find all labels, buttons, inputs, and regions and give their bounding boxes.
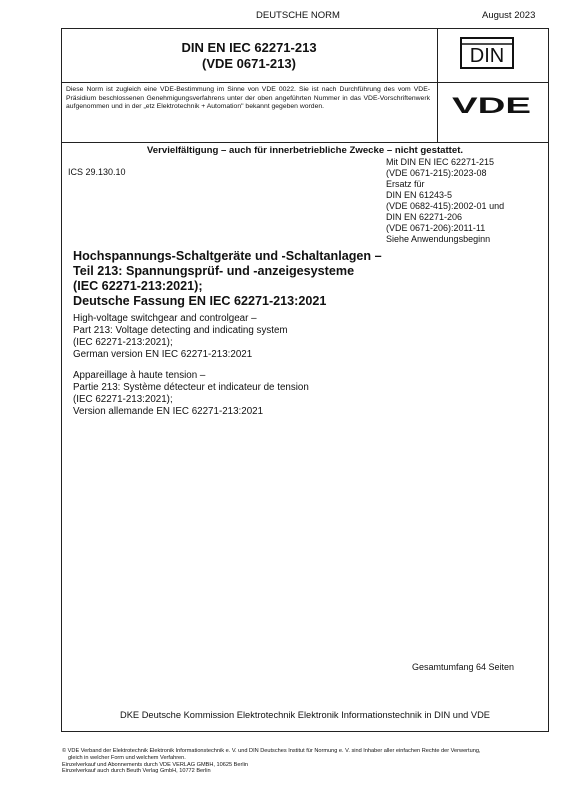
vde-classification: (VDE 0671-213) — [202, 56, 296, 71]
replacement-line: DIN EN 62271-206 — [386, 212, 463, 222]
title-german-line: Teil 213: Spannungsprüf- und -anzeigesysteme — [73, 264, 355, 278]
committee-line: DKE Deutsche Kommission Elektrotechnik Elektronik Informationstechnik in DIN und VDE — [120, 710, 490, 720]
din-logo-graphic — [462, 39, 512, 67]
vde-logo-text: VDE — [452, 95, 531, 115]
title-german-line: Hochspannungs-Schaltgeräte und -Schaltanlagen – — [73, 249, 382, 263]
title-french-line: Version allemande EN IEC 62271-213:2021 — [73, 406, 264, 417]
ics-code: ICS 29.130.10 — [68, 167, 126, 177]
replacement-line: (VDE 0682-415):2002-01 und — [386, 201, 505, 211]
replacement-line: Mit DIN EN IEC 62271-215 — [386, 157, 495, 167]
publication-date: August 2023 — [482, 10, 536, 21]
reproduction-notice: Vervielfältigung – auch für innerbetriebliche Zwecke – nicht gestattet. — [146, 145, 464, 156]
copyright-footer — [62, 748, 552, 775]
footer-line: gleich in welcher Form und welchem Verfahren. — [68, 754, 186, 761]
title-english-line: Part 213: Voltage detecting and indicating system — [73, 325, 288, 336]
vde-regulation-note: Diese Norm ist zugleich eine VDE-Bestimmung im Sinne von VDE 0022. Sie ist nach Durchführung des vom VDE-Präsidium beschlossenen Genehmigungsverfahrens unter der oben angeführten Nummer in das VDE-Vorschriftenwerk aufgenommen und in der „etz Elektrotechnik + Automation" bekannt gegeben worden. — [66, 86, 430, 110]
title-german — [73, 249, 453, 309]
replacement-line: Ersatz für — [386, 179, 425, 189]
title-english-line: German version EN IEC 62271-213:2021 — [73, 349, 253, 360]
title-french — [73, 370, 309, 418]
title-english — [73, 313, 288, 361]
title-french-line: Appareillage à haute tension – — [73, 370, 206, 381]
title-english-line: (IEC 62271-213:2021); — [73, 337, 173, 348]
title-german-line: (IEC 62271-213:2021); — [73, 279, 203, 293]
title-english-line: High-voltage switchgear and controlgear – — [73, 313, 257, 324]
replacement-line: Siehe Anwendungsbeginn — [386, 234, 491, 244]
document-type-label: DEUTSCHE NORM — [256, 10, 340, 21]
replacement-line: DIN EN 61243-5 — [386, 190, 453, 200]
standard-number: DIN EN IEC 62271-213 — [181, 40, 317, 55]
header-divider — [437, 28, 438, 143]
replacement-info — [386, 157, 546, 245]
total-pages: Gesamtumfang 64 Seiten — [412, 662, 515, 672]
footer-line: © VDE Verband der Elektrotechnik Elektronik Informationstechnik e. V. und DIN Deutsches Institut für Normung e. V. sind Inhaber aller einfachen Rechte der Verwertung, — [62, 748, 481, 754]
din-logo — [460, 37, 514, 69]
title-german-line: Deutsche Fassung EN IEC 62271-213:2021 — [73, 294, 327, 308]
replacement-line: (VDE 0671-206):2011-11 — [386, 223, 486, 233]
vde-logo — [452, 95, 532, 115]
din-logo-text: DIN — [469, 45, 505, 67]
replacement-line: (VDE 0671-215):2023-08 — [386, 168, 487, 178]
title-french-line: Partie 213: Système détecteur et indicateur de tension — [73, 382, 309, 393]
footer-line: Einzelverkauf und Abonnements durch VDE VERLAG GMBH, 10625 Berlin — [62, 761, 248, 768]
title-french-line: (IEC 62271-213:2021); — [73, 394, 173, 405]
footer-line: Einzelverkauf auch durch Beuth Verlag GmbH, 10772 Berlin — [62, 768, 211, 775]
